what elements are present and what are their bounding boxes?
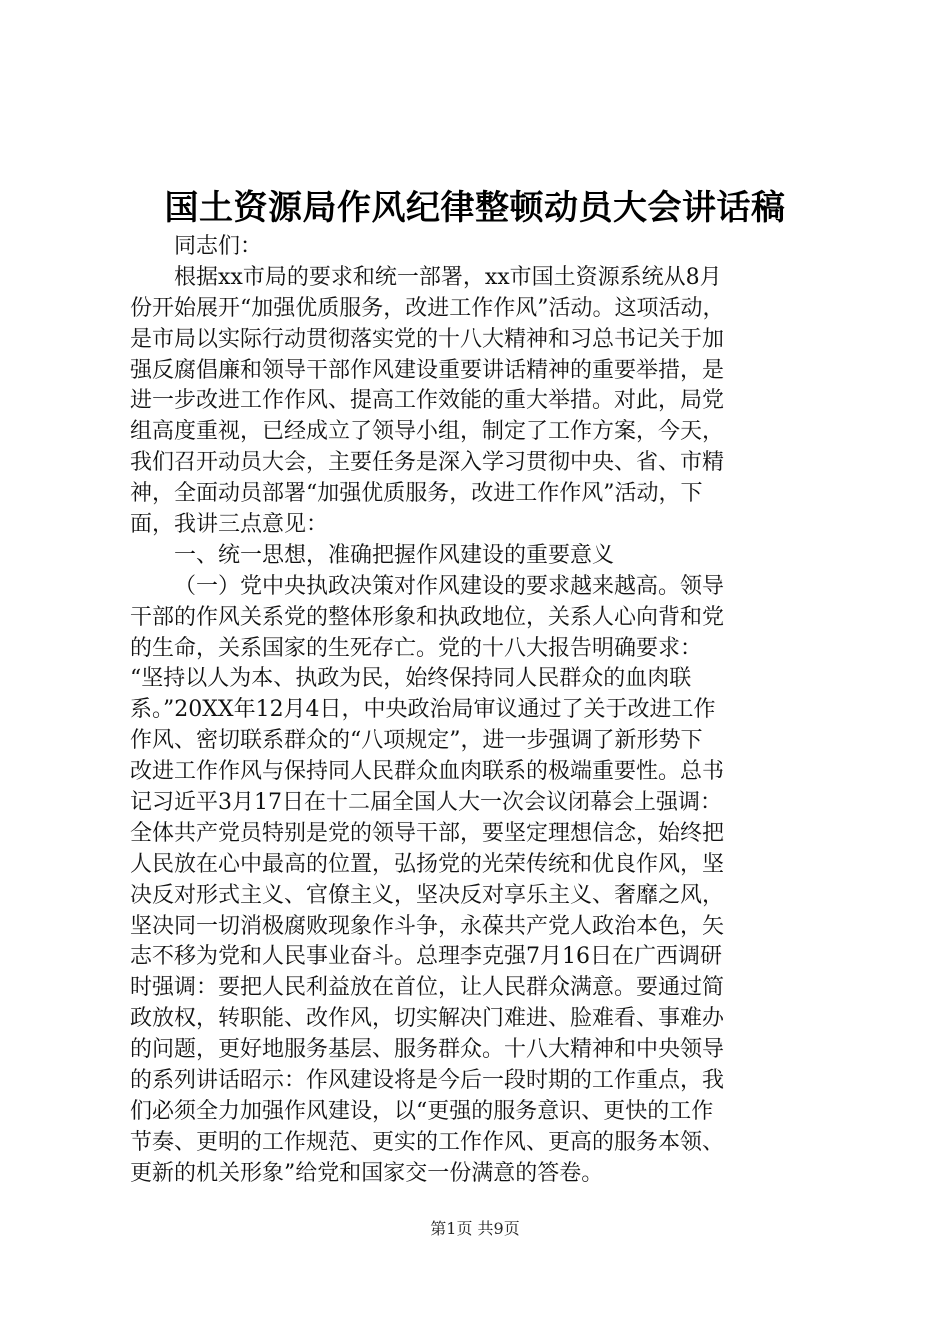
- body-line: 节奏、更明的工作规范、更实的工作作风、更高的服务本领、: [130, 1129, 725, 1155]
- body-line: 时强调：要把人民利益放在首位，让人民群众满意。要通过简: [130, 975, 725, 1001]
- body-line: 强反腐倡廉和领导干部作风建设重要讲话精神的重要举措，是: [130, 357, 725, 383]
- body-line: 政放权，转职能、改作风，切实解决门难进、脸难看、事难办: [130, 1006, 725, 1032]
- body-line: 组高度重视，已经成立了领导小组，制定了工作方案，今天，: [130, 419, 725, 445]
- body-line: 更新的机关形象”给党和国家交一份满意的答卷。: [130, 1160, 604, 1186]
- body-line: 我们召开动员大会，主要任务是深入学习贯彻中央、省、市精: [130, 450, 725, 476]
- body-line: 干部的作风关系党的整体形象和执政地位，关系人心向背和党: [130, 604, 725, 630]
- page-footer: 第1页 共9页: [430, 1219, 520, 1238]
- body-line: 坚决同一切消极腐败现象作斗争，永葆共产党人政治本色，矢: [130, 913, 725, 939]
- document-title: 国土资源局作风纪律整顿动员大会讲话稿: [164, 188, 786, 228]
- body-line: 作风、密切联系群众的“八项规定”，进一步强调了新形势下: [130, 728, 703, 754]
- document-body: [130, 232, 830, 1190]
- body-line: 志不移为党和人民事业奋斗。总理李克强7月16日在广西调研: [130, 944, 722, 970]
- body-line: 改进工作作风与保持同人民群众血肉联系的极端重要性。总书: [130, 759, 725, 785]
- body-line: 进一步改进工作作风、提高工作效能的重大举措。对此，局党: [130, 388, 725, 414]
- body-line: “坚持以人为本、执政为民，始终保持同人民群众的血肉联: [130, 666, 692, 692]
- body-line: 的系列讲话昭示：作风建设将是今后一段时期的工作重点，我: [130, 1068, 725, 1094]
- body-line: 根据xx市局的要求和统一部署，xx市国土资源系统从8月: [174, 264, 722, 290]
- body-line: （一）党中央执政决策对作风建设的要求越来越高。领导: [174, 573, 725, 599]
- body-line: 神，全面动员部署“加强优质服务，改进工作作风”活动，下: [130, 481, 703, 507]
- body-line: 记习近平3月17日在十二届全国人大一次会议闭幕会上强调：: [130, 790, 722, 816]
- body-line: 一、统一思想，准确把握作风建设的重要意义: [174, 542, 615, 568]
- body-line: 份开始展开“加强优质服务，改进工作作风”活动。这项活动，: [130, 295, 725, 321]
- body-line: 人民放在心中最高的位置，弘扬党的光荣传统和优良作风，坚: [130, 851, 725, 877]
- body-line: 决反对形式主义、官僚主义，坚决反对享乐主义、奢靡之风，: [130, 882, 725, 908]
- body-line: 是市局以实际行动贯彻落实党的十八大精神和习总书记关于加: [130, 326, 725, 352]
- body-line: 全体共产党员特别是党的领导干部，要坚定理想信念，始终把: [130, 820, 725, 846]
- body-line: 同志们：: [174, 234, 263, 259]
- body-line: 的问题，更好地服务基层、服务群众。十八大精神和中央领导: [130, 1037, 725, 1063]
- body-line: 的生命，关系国家的生死存亡。党的十八大报告明确要求：: [130, 635, 703, 661]
- body-line: 面，我讲三点意见：: [130, 512, 329, 538]
- body-line: 们必须全力加强作风建设，以“更强的服务意识、更快的工作: [130, 1098, 714, 1124]
- body-line: 系。”20XX年12月4日，中央政治局审议通过了关于改进工作: [130, 697, 716, 723]
